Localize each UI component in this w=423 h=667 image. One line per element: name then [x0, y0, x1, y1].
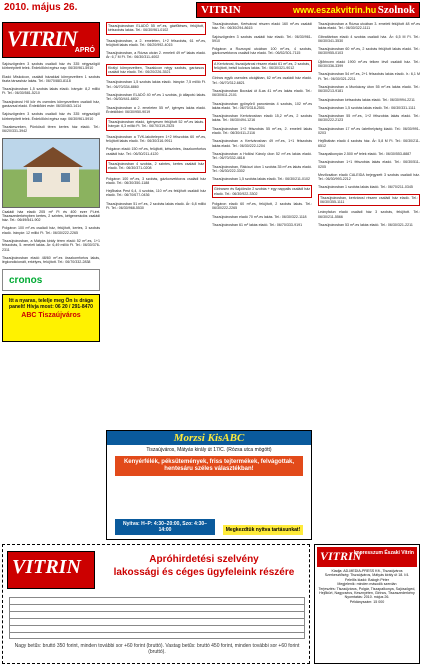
classified-ad: Tiszaújvárosban 1,5 szobás lakás eladó. Irányár: 8,2 millió Ft. Tel.: 06/30/581-5210 — [2, 87, 100, 96]
site-tag: Szolnok — [377, 4, 415, 16]
classified-ad: Tiszaújvárosban Kertvárosban eladó 15,2 m²-es, 2 szobás lakás. Tel.: 06/30/494-1216 — [212, 114, 312, 123]
classified-ad: Tiszaújvárosban a TVK-lakótelepen 1+2 félszobás 60 m²-es, felújított lakás eladó. Tel.: 06/30/316-9911 — [106, 134, 206, 144]
coupon-write-lines[interactable] — [9, 597, 305, 639]
imprint-line: Szerkesztőség: Tiszaújváros, Mátyás király út 18. I/4. — [324, 573, 410, 578]
morzsi-abc-ad[interactable] — [106, 430, 312, 540]
classified-ad: Tiszaújvárosban 1,5 szobás lakás eladó. Tel.: 06/30/331-1111 — [318, 105, 416, 110]
classified-ad: Tiszaújvárosban 61 m² lakás eladó. Tel.: 06/70/333-9191 — [212, 222, 303, 227]
classified-ad: Hejőbábán eladó 4 szobás ház. Ár: 5,8 M Ft. Tel.: 06/30/211-6512 — [318, 139, 420, 148]
classified-ad: Tiszaújvárosban, a Mátyás király téren eladó 52 m²-es, 1+1 félszobás, 5. emeleti lakás. Ár: 6,49 millió Ft. Tel.: 06/30/376-2311 — [2, 239, 100, 252]
classified-ad: Tiszaújvárosban a Kertvárosban 49 m²-es, 1+1 félszobás lakás eladó. Tel.: 06/30/222-1204 — [212, 139, 312, 148]
classified-ad: Tiszaújvárosban a Rózsa utcában 3. emeleti felújított 48 m²-es lakás eladó. Tel.: 06/30/322-1111 — [318, 22, 420, 31]
vitrin-logo — [2, 22, 100, 58]
classified-ad: Polgáron 100 m²-es, 3 szobás, gázkonvektoros családi ház eladó. Tel.: 06/30/350-1188 — [106, 176, 206, 185]
logo-text: VITRIN — [7, 26, 77, 51]
classified-ad: Tiszaújvárosban 60 m²-es, 2 szobás felújított lakás eladó. Tel.: 06/30/955-0103 — [318, 47, 420, 56]
classified-ad: Tiszaújvárosban eladó, igényesen felújított 52 m²-es lakás. Irányár: 6,3 millió Ft. Tel.: 06/70/319-2525 — [106, 118, 206, 131]
imprint-logo-text: VITRIN — [320, 549, 362, 563]
site-logo: VITRIN — [201, 4, 241, 16]
classified-ad: Újlőrincen eladó 1900 m²-es telken lévő családi ház. Tel.: 06/30/336-3399 — [318, 59, 420, 69]
classified-ad: Tiszaújvárosban eladó 48/60 m²-es összkomfortos lakás, légkondicionált, erkélyes, felújított. Tel.: 06/70/332-2838 — [2, 255, 100, 265]
imprint-line: Megjelenik: minden második szerdán — [337, 582, 397, 587]
classified-ad: Tiszaújvárosi Hő kör és csendes környezetben családi ház, garázzsal eladó. Érdeklődni este: 06/30/463-1414 — [2, 99, 100, 109]
classified-ad: Tiszaújvárosban 4 szobás, 2 szintes, kertes családi ház eladó. Tel.: 06/30/371-0208 — [106, 160, 206, 173]
page-header — [0, 0, 423, 22]
classified-ad: Tiszaújvárosban a Hollósi Károly úton 52 m²-es lakás eladó. Tel.: 06/70/332-4818 — [212, 151, 312, 161]
classified-ad: Sajószögeden 3 szobás családi ház eladó. Tel.: 06/30/961-5910 — [212, 34, 312, 43]
classified-ad: Polgáron 100 m²-es családi ház, felújított, kertes, 3 szobás eladó. Irányár: 12 millió Ft. Tel.: 06/30/222-2265 — [2, 226, 100, 235]
imprint-tag: Impresszum Északi Vitrin — [353, 550, 414, 556]
classified-ad: Polgáron eladó 150 m²-es, felújított, kétszintes, összkomfortos családi ház. Tel.: 06/30/211-4120 — [106, 147, 206, 156]
classified-ad: Polgáron eladó 60 m²-es, felújított, 2 szobás lakás. Tel.: 06/30/222-2265 — [212, 202, 312, 211]
classified-ad: Sajószögeden 3 szobás családi ház és 335 négyszögöl körbeépített telek. Érdeklődni egész nap: 06/30/961-5910 — [2, 112, 100, 121]
classified-ad: Tiszaújvárosban 1 szobás lakás kiadó. Tel.: 06/70/211-0345 — [318, 185, 413, 190]
classified-ad: Tiszaújvárosban 1,5 szobás lakás eladó. Tel.: 06/30/211-0102 — [212, 177, 311, 182]
classified-ad: Tiszaújvárosban ELADÓ 40 m²-es 1 szobás, jó állapotú lakás. Tel.: 06/30/441-6802 — [106, 92, 206, 102]
classified-ad: Leányfalun eladó családi ház 3 szobás, felújított. Tel.: 06/30/211-5566 — [318, 210, 420, 219]
classified-ad: Tiszaújvárosban eladó 70 m²-es lakás. Tel.: 06/30/322-1118 — [212, 214, 307, 219]
coupon-heading-line1: Apróhirdetési szelvény — [149, 554, 259, 565]
imprint-line: Terjesztés: Tiszaújváros, Polgár, Tiszapalkonya, Sajószöged, Hejőkürt, Nagycsécs, Kesznyéten, Girincs, Tiszaszederkény — [318, 586, 416, 596]
morzsi-address: Tiszaújváros, Mátyás király út 17/C. (Rózsa utca mögött) — [146, 447, 272, 453]
morzsi-open-notice: Megkezdtük nyitva tartásunkat! — [223, 525, 303, 535]
classified-ad: Tiszaújvárosban 54 m²-es, 2+1 félszobás lakás eladó. Ir.: 6,1 M Ft. Tel.: 06/30/321-2211 — [318, 72, 420, 81]
coupon-heading-line2: lakossági és céges ügyfeleink részére — [113, 567, 295, 578]
coupon-logo-text: VITRIN — [12, 556, 81, 578]
morzsi-slogan: Kenyérfélék, péksütemények, friss tejtermékek, felvágottak, hentesáru széles választékban! — [115, 456, 303, 476]
imprint-logo — [317, 547, 417, 567]
classified-ad: Tiszapalkonyán 2.500 m² telek eladó. Tel.: 06/30/553-8887 — [318, 151, 412, 156]
classified-ad: Gibraltárban eladó 4 szobás családi ház. Ár: 6,5 M Ft. Tel.: 06/30/341-3530 — [318, 34, 420, 43]
ad-coupon-form[interactable] — [2, 544, 310, 664]
logo-subtitle: APRÓ — [74, 47, 95, 54]
imprint-line: Felelős kiadó: Balogh Péter — [345, 577, 389, 582]
classified-ad: Tiszaújvárosban 1,5 szobás lakás eladó. Irányár: 7,5 millió Ft. Tel.: 06/70/334-8860 — [106, 80, 206, 89]
column-4 — [318, 22, 420, 231]
classified-ad: Polgáron a Rozsnyai utcában 100 m²-es, 4 szobás, gázkonvektoros családi ház eladó. Tel.: 06/52/301-7115 — [212, 47, 312, 56]
classified-ad: Tiszaújvárosban 51 m²-es, 2 szobás lakás eladó. Ár: 6,8 millió Ft. Tel.: 06/30/968-5530 — [106, 201, 206, 211]
coupon-heading — [101, 553, 307, 579]
classified-ad: Girincsen és Sajóörsön 2 szobás + egy nappalis családi ház eladó. Tel.: 06/30/922-3302 — [212, 185, 312, 198]
site-url[interactable]: www.eszakvitrin.hu — [293, 5, 377, 15]
yellow-ad[interactable] — [2, 294, 100, 342]
house-roof-shape — [23, 147, 83, 167]
classified-ad: A Kertvárosi, tiszaújvárosi részen eladó 61 m²-es, 2 szobás, felújított, belső kulcsos lakás. Tel.: 06/30/321-9012 — [212, 60, 312, 73]
classified-ad: Tiszaújvárosban 55 m²-es, 1+2 félszobás lakás eladó. Tel.: 06/30/222-2123 — [318, 114, 420, 123]
cronos-logo: cronos — [9, 274, 43, 286]
house-window-shape — [33, 173, 42, 182]
morzsi-title: Morzsi KisABC — [107, 431, 311, 445]
yellow-ad-text: Itt a nyaras, telelje meg Ön is drága panelt! Hívja most: 06 20 / 291-8470 — [9, 297, 93, 310]
classified-ad: Tiszaújvárosban a Munkácsy úton 55 m²-es lakás eladó. Tel.: 06/30/213-9181 — [318, 84, 420, 94]
classified-ad: Tiszaújvárosban, Rákóczi úton 1 szobás 35 m²-es lakás eladó. Tel.: 06/30/222-3302 — [212, 164, 312, 173]
classified-ad: Tiszaújvárosban, a Rózsa utcán 2. emeleti 49 m² lakás eladó. Ár: 6,7 M Ft. Tel.: 06/30/311-4002 — [106, 51, 206, 60]
imprint-box — [314, 544, 420, 664]
issue-date: 2010. május 26. — [4, 2, 78, 13]
classified-ad: Tiszaújvárosban 53 m²-es lakás eladó. Tel.: 06/30/321-2211 — [318, 222, 413, 227]
house-wall-shape — [27, 167, 79, 197]
classified-ad: Tiszaújvárosban ELADÓ 55 m²-es, gázfűtéses, felújított, kétszobás lakás. Tel.: 06/30/961-0102 — [106, 22, 206, 35]
classified-ad: Tiszaújvárosban kétszobás lakás eladó. Tel.: 06/30/994-2211 — [318, 97, 415, 102]
classified-ad: Sajószögeden 3 szobás családi ház és 335 négyszögöl körbeépített telek. Érdeklődni egész nap: 06/30/961-5910 — [2, 62, 100, 71]
house-photo — [2, 138, 100, 208]
column-2 — [106, 22, 206, 214]
column-3 — [212, 22, 312, 231]
cronos-ad[interactable] — [2, 269, 100, 291]
classified-ad: Tiszaújvárosban 1+1 félszobás lakás eladó. Tel.: 06/30/511-0205 — [318, 160, 420, 169]
imprint-line: Példányszám: 15 000 — [349, 599, 385, 604]
imprint-line: Kiadja: AD-MEDIA-PRESS Kft., Tiszaújváros — [331, 569, 403, 573]
classified-ad: Tiszakeszeken, Pünkösdi téren kertes ház eladó. Tel.: 06/20/331-3942 — [2, 124, 100, 134]
classified-ad: Mezőcsáton eladó CALEIDA bejegyzett 3 szobás családi ház. Tel.: 06/30/993-2212 — [318, 172, 420, 182]
coupon-logo — [7, 551, 95, 589]
photo-caption: Családi ház eladó 205 m² Ft és 400 ezer Ft-ért. Tiszaszederkényben kertes, 2 szintes, kétgenerációs családi ház. Tel.: 06/49/541-902 — [2, 209, 100, 223]
classified-ad: Királyi környezetben, Tiszalúcon négy szobás, garázsos családi ház eladó. Tel.: 06/20/226-3521 — [106, 64, 206, 77]
classified-ad: Tiszaújvárosban Bocskai út 8-as 41 m²-es lakás eladó. Tel.: 06/30/611-2101 — [212, 88, 312, 98]
classified-ad: Tiszaújvárosban, kertvárosi részen családi ház eladó. Tel.: 06/30/355-1111 — [318, 194, 420, 207]
house-window-shape — [61, 173, 70, 182]
site-banner[interactable] — [196, 2, 420, 18]
classified-ad: Tiszaújvárosban gyönyörű panorámás 4 szobás, 102 m²-es lakás eladó. Tel.: 06/70/318-2501 — [212, 101, 312, 110]
coupon-pricing: Nagy betűs: bruttó 350 forint, minden további sor +60 forint (bruttó). Vastag betűs: bruttó 450 forint, minden további sor +60 forint (bruttó). — [14, 643, 300, 655]
classified-ad: Girincs egyik csendes utcájában, 62 m²-es családi ház eladó. Tel.: 06/70/312-6821 — [212, 76, 312, 85]
column-1 — [2, 22, 100, 342]
classified-ad: Tiszaújvárosban, Kertvárosi részen eladó 160 m²-es családi ház. Tel.: 06/30/294-8615 — [212, 22, 312, 31]
classified-ad: Tiszaújvárosban 17 m²-es üzlethelyiség kiadó. Tel.: 06/30/991-0203 — [318, 126, 420, 136]
morzsi-hours: Nyitva: H–P: 4:30–20:00, Szo: 4:30–14:00 — [115, 519, 215, 535]
yellow-ad-title: ABC Tiszaújváros — [21, 311, 81, 319]
classified-ad: Tiszaújvárosban, a 2. emeleten, 1+2 félszobás, 61 m²-es, felújított lakás eladó. Tel.: 06/20/992-4015 — [106, 38, 206, 47]
classified-ad: Tiszaújvárosban 1+2 félszobás 55 m²-es, 2. emeleti lakás eladó. Tel.: 06/30/411-2116 — [212, 126, 312, 136]
classified-ad: Hejőbaba Pest 6,4, 4 szobás, 110 m²-es felújított családi ház eladó. Tel.: 06/70/677-0436 — [106, 189, 206, 198]
classified-ad: Eladó Miskolcon, családi házakkal környezetben 1 szobás tiszta társasház lakás. Tel.: 06/70/883-8118 — [2, 74, 100, 83]
classified-ad: Tiszaújvárosban a 2. emeleten 55 m², igényes lakás eladó. Érdeklődni: 06/30/950-9019 — [106, 105, 206, 114]
imprint-line: Nyomtatás: 2010. május 26. — [344, 595, 390, 600]
